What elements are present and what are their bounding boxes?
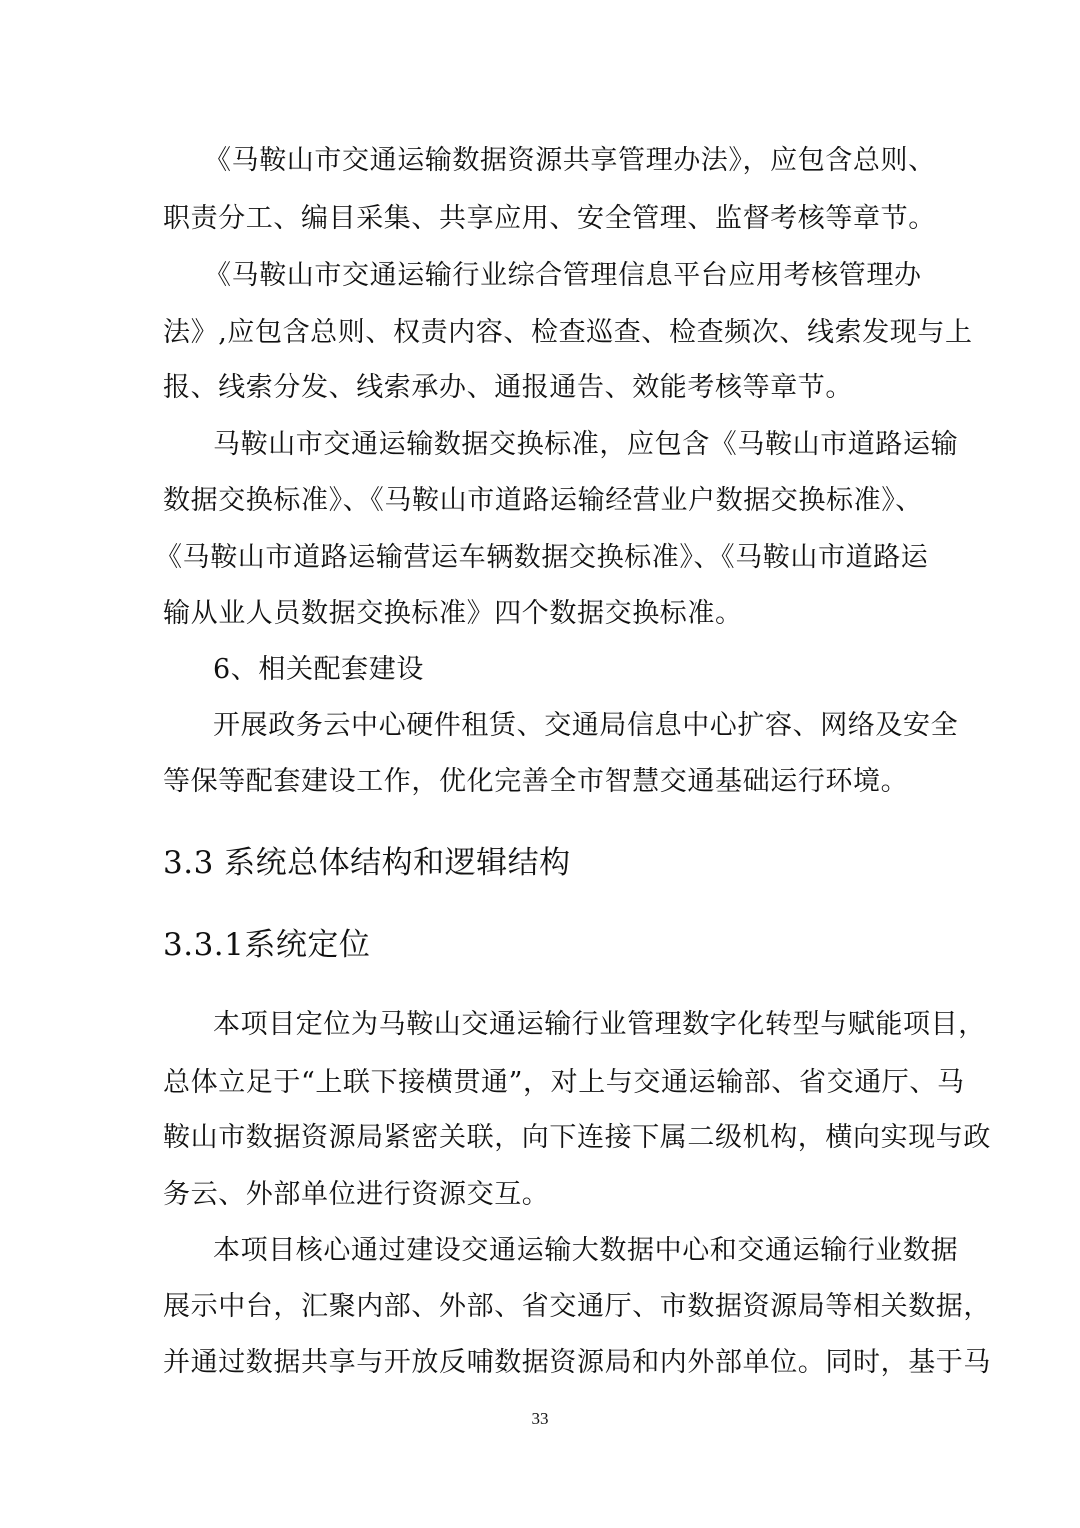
paragraph-line: 报、线索分发、线索承办、通报通告、效能考核等章节。: [163, 372, 853, 403]
paragraph-line: 数据交换标准》、《马鞍山市道路运输经营业户数据交换标准》、: [163, 485, 923, 516]
paragraph-line: 本项目定位为马鞍山交通运输行业管理数字化转型与赋能项目，: [213, 1009, 986, 1040]
paragraph-line: 《马鞍山市道路运输营运车辆数据交换标准》、《马鞍山市道路运: [155, 542, 929, 573]
page-number: 33: [531, 1409, 549, 1428]
paragraph-line: 开展政务云中心硬件租赁、交通局信息中心扩容、网络及安全: [213, 710, 959, 741]
paragraph-line: 《马鞍山市交通运输行业综合管理信息平台应用考核管理办: [204, 260, 922, 291]
paragraph-line: 务云、外部单位进行资源交互。: [163, 1179, 550, 1210]
paragraph-line: 并通过数据共享与开放反哺数据资源局和内外部单位。同时，基于马: [163, 1347, 991, 1378]
subsection-heading: 3.3.1系统定位: [163, 927, 371, 963]
paragraph-line: 输从业人员数据交换标准》四个数据交换标准。: [163, 598, 743, 629]
paragraph-line: 总体立足于“上联下接横贯通”，对上与交通运输部、省交通厅、马: [163, 1067, 965, 1098]
section-heading: 3.3 系统总体结构和逻辑结构: [163, 845, 571, 881]
numbered-item-heading: 6、相关配套建设: [213, 654, 424, 685]
paragraph-line: 法》,应包含总则、权责内容、检查巡查、检查频次、线索发现与上: [163, 317, 973, 348]
paragraph-line: 马鞍山市交通运输数据交换标准，应包含《马鞍山市道路运输: [213, 429, 959, 460]
paragraph-line: 等保等配套建设工作，优化完善全市智慧交通基础运行环境。: [163, 766, 909, 797]
paragraph-line: 本项目核心通过建设交通运输大数据中心和交通运输行业数据: [213, 1235, 959, 1266]
paragraph-line: 职责分工、编目采集、共享应用、安全管理、监督考核等章节。: [163, 203, 936, 234]
paragraph-line: 展示中台，汇聚内部、外部、省交通厅、市数据资源局等相关数据，: [163, 1291, 991, 1322]
paragraph-line: 《马鞍山市交通运输数据资源共享管理办法》，应包含总则、: [204, 145, 936, 176]
paragraph-line: 鞍山市数据资源局紧密关联，向下连接下属二级机构，横向实现与政: [163, 1122, 991, 1153]
